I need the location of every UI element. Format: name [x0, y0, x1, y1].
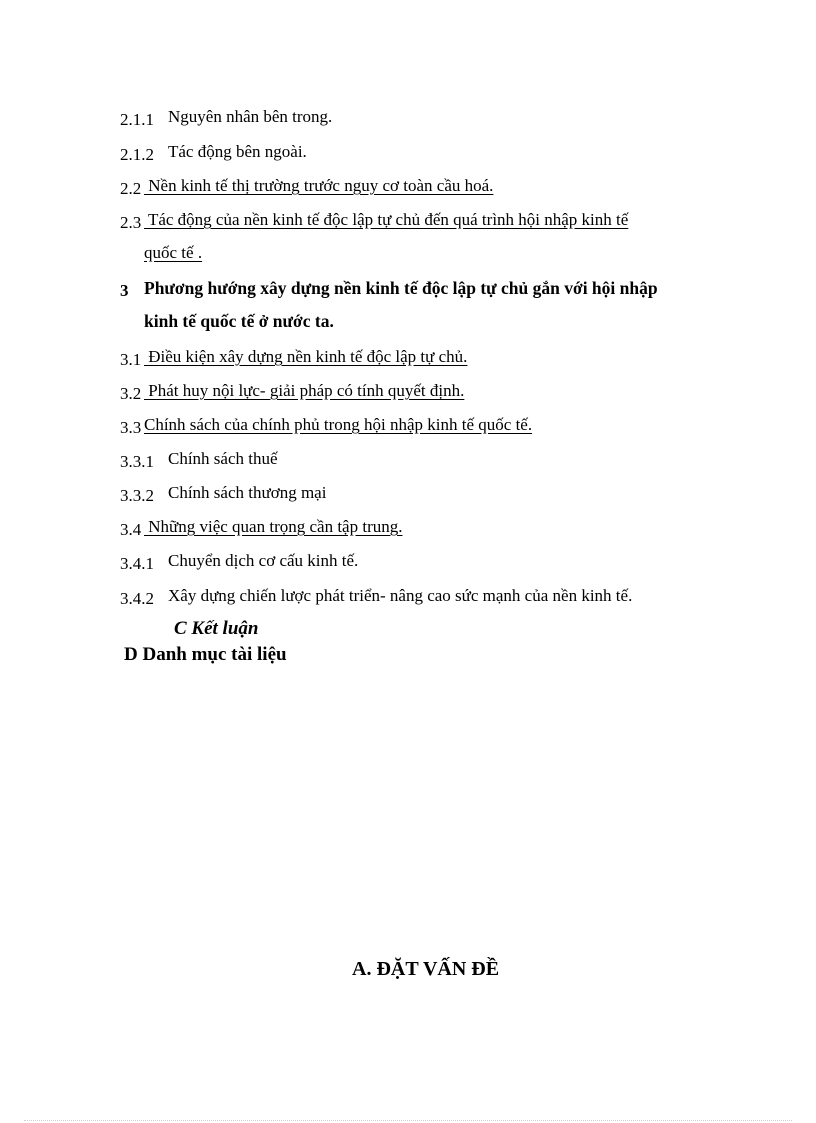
section-a-heading: A. ĐẶT VẤN ĐỀ	[352, 958, 500, 980]
toc-item	[120, 173, 493, 199]
toc-item-number: 2.1.2	[120, 145, 154, 164]
toc-item	[120, 548, 358, 574]
toc-item-continuation	[144, 305, 334, 337]
references-heading: D Danh mục tài liệu	[124, 644, 287, 665]
toc-item	[120, 412, 532, 438]
page-bottom-divider	[24, 1120, 792, 1121]
toc-item-title: Nền kinh tế thị trường trước nguy cơ toàn cầu hoá.	[144, 176, 494, 195]
toc-item-title: Phương hướng xây dựng nền kinh tế độc lập tự chủ gắn với hội nhập	[144, 278, 658, 298]
toc-item	[120, 207, 628, 233]
toc-item-number: 3.4.1	[120, 554, 154, 573]
toc-item	[120, 480, 326, 506]
toc-item-number: 3.3.1	[120, 452, 154, 471]
toc-item	[120, 104, 332, 130]
toc-item-title-continuation: kinh tế quốc tế ở nước ta.	[144, 311, 334, 331]
toc-item-number: 2.2	[120, 179, 142, 198]
toc-item	[120, 378, 464, 404]
toc-item-number: 3.2	[120, 384, 142, 403]
toc-item-number: 3	[120, 281, 129, 300]
toc-item-title: Chính sách thuế	[168, 449, 278, 468]
toc-item-title-continuation: quốc tế .	[144, 243, 203, 262]
toc-item	[120, 583, 632, 609]
toc-item-continuation	[144, 240, 202, 266]
toc-item-title: Tác động bên ngoài.	[168, 142, 307, 161]
toc-item	[120, 446, 278, 472]
toc-item	[120, 344, 467, 370]
toc-item-number: 3.1	[120, 350, 142, 369]
toc-item-title: Những việc quan trọng cần tập trung.	[144, 517, 403, 536]
toc-item-major	[120, 272, 658, 305]
toc-item-title: Xây dựng chiến lược phát triển- nâng cao sức mạnh của nền kinh tế.	[168, 586, 633, 605]
toc-item-title: Chuyển dịch cơ cấu kinh tế.	[168, 551, 359, 570]
toc-item-number: 2.3	[120, 213, 142, 232]
toc-item	[120, 139, 307, 165]
toc-item-number: 3.3	[120, 418, 142, 437]
toc-item-number: 3.4	[120, 520, 142, 539]
toc-item-number: 3.4.2	[120, 589, 154, 608]
toc-item-number: 2.1.1	[120, 110, 154, 129]
conclusion-heading: C Kết luận	[174, 618, 259, 639]
toc-item-title: Chính sách của chính phủ trong hội nhập kinh tế quốc tế.	[144, 415, 533, 434]
toc-item-title: Phát huy nội lực- giải pháp có tính quyết định.	[144, 381, 465, 400]
toc-item-number: 3.3.2	[120, 486, 154, 505]
toc-item	[120, 514, 402, 540]
toc-item-title: Nguyên nhân bên trong.	[168, 107, 333, 126]
toc-item-title: Chính sách thương mại	[168, 483, 327, 502]
toc-item-title: Điều kiện xây dựng nền kinh tế độc lập tự chủ.	[144, 347, 468, 366]
toc-item-title: Tác động của nền kinh tế độc lập tự chủ đến quá trình hội nhập kinh tế	[144, 210, 629, 229]
